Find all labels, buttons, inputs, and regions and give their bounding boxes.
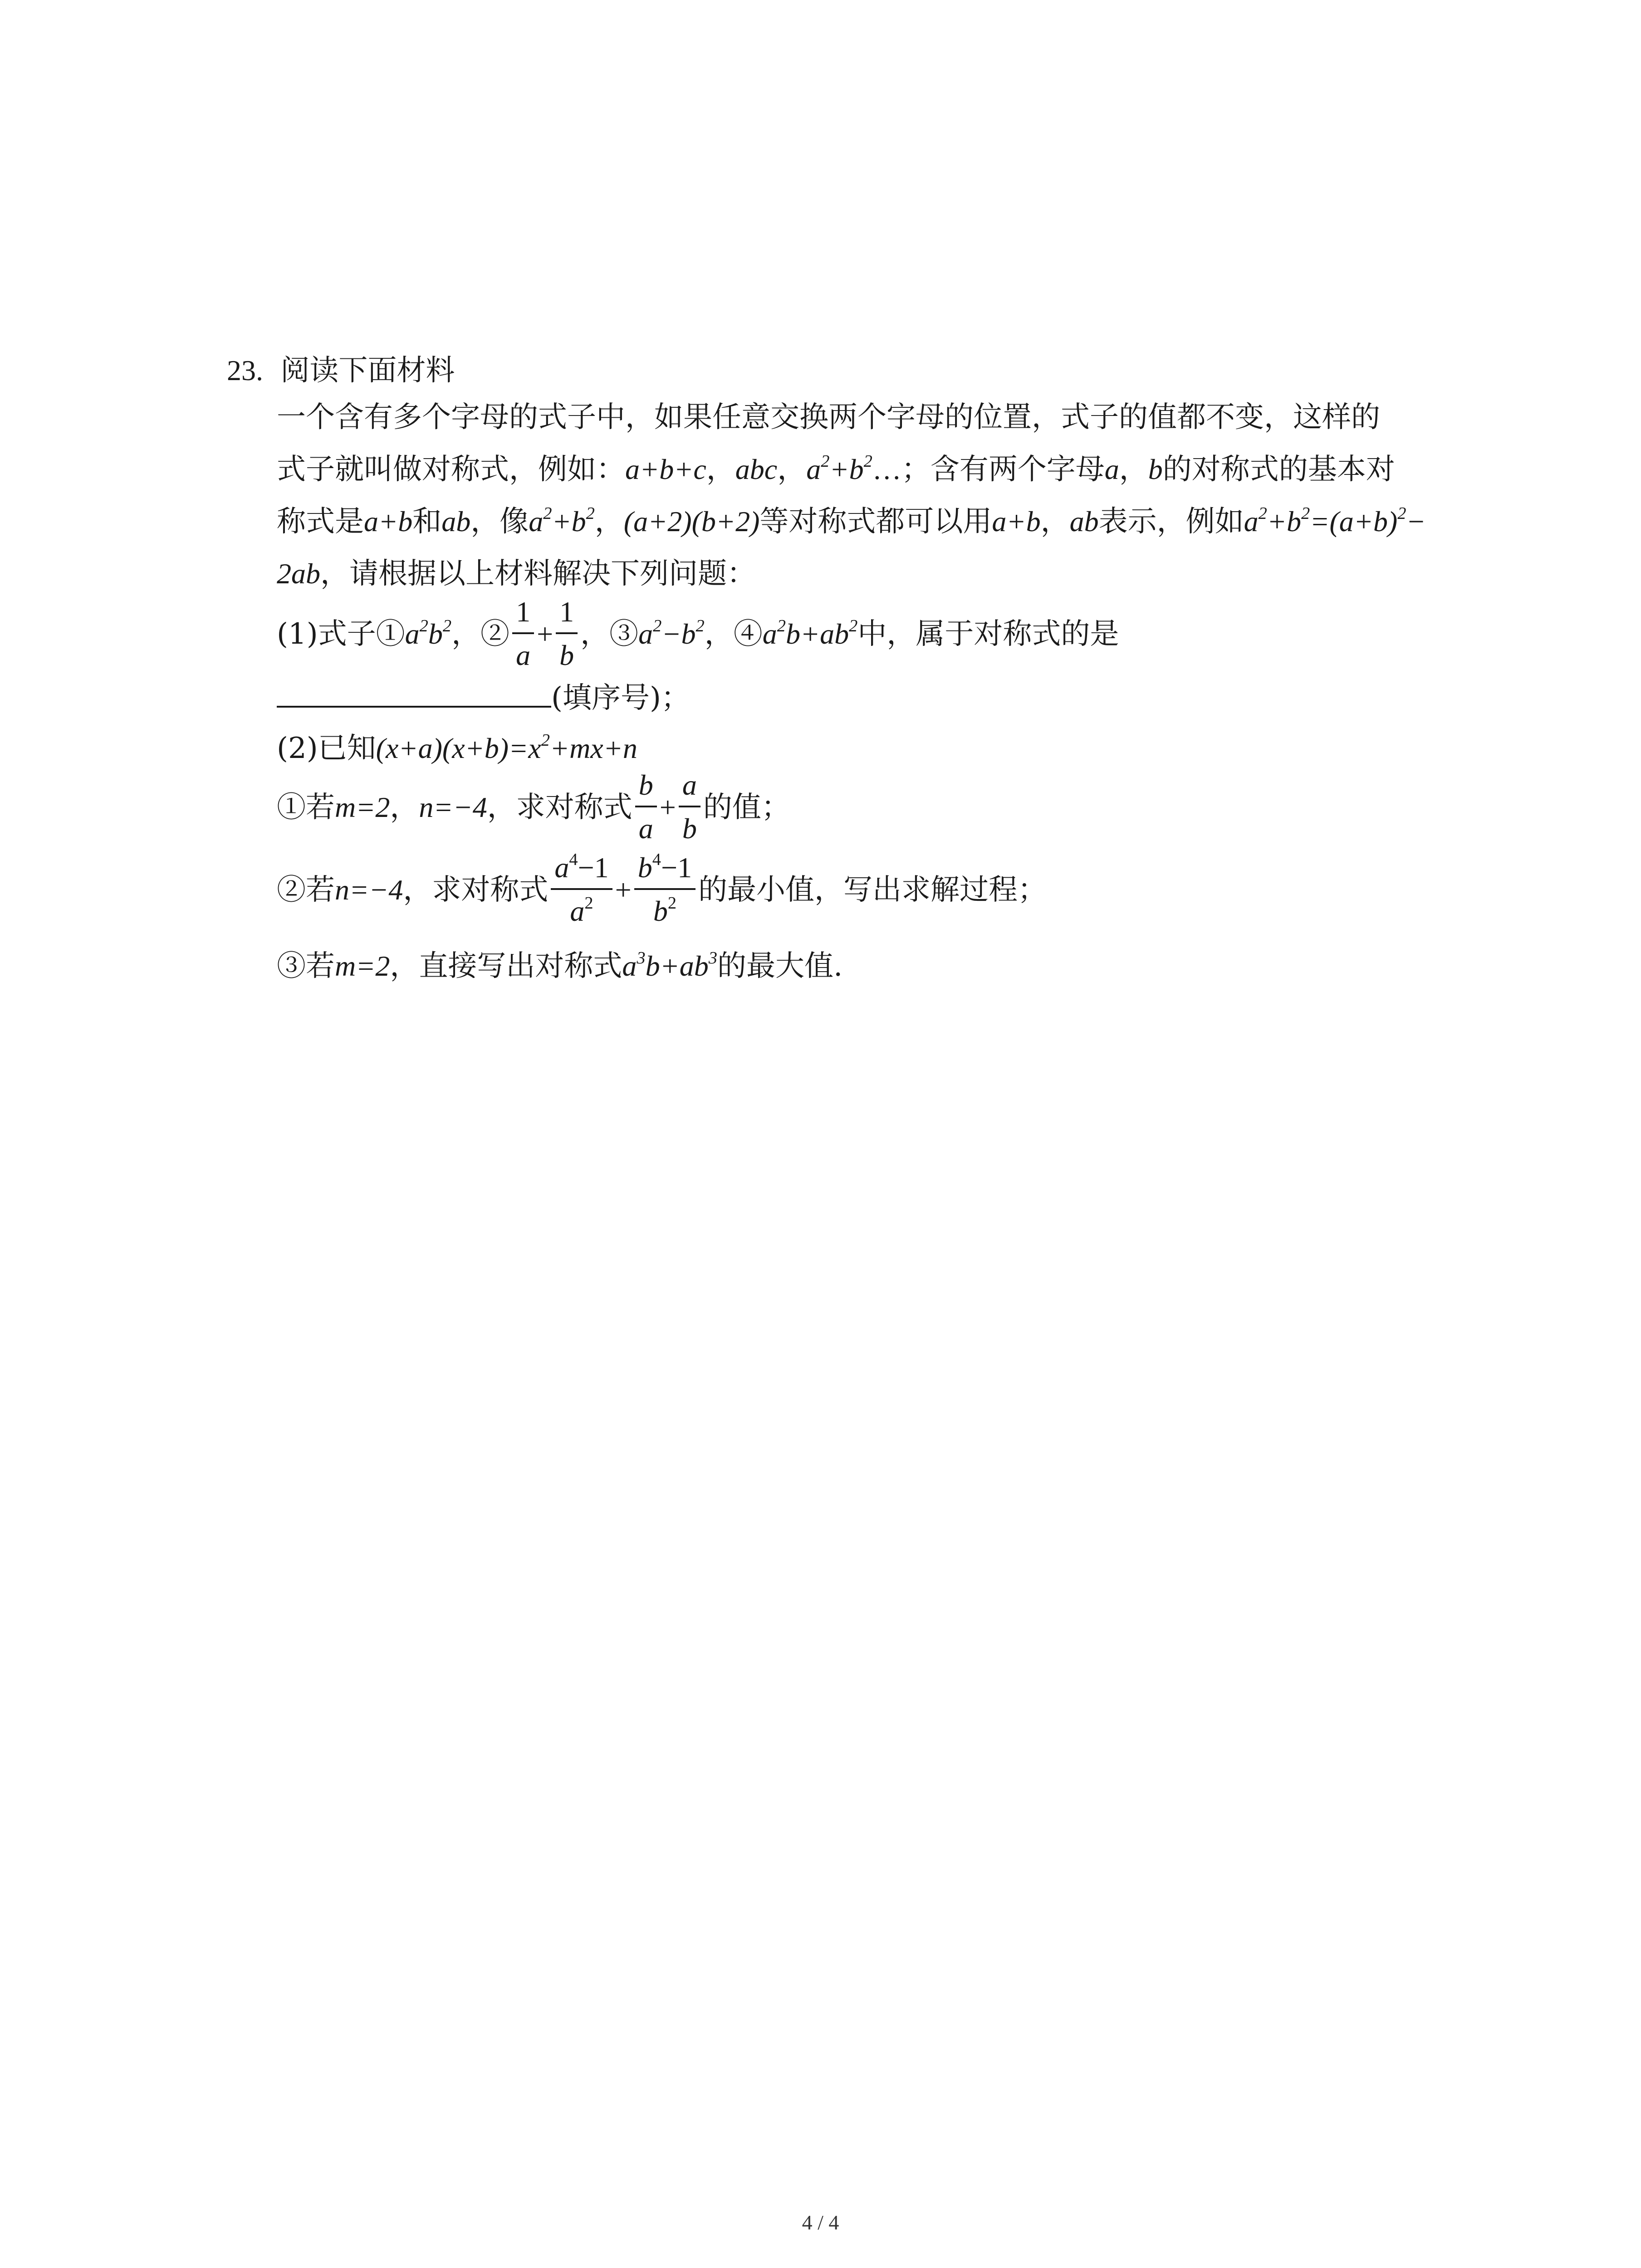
part2-label: (2)已知 — [277, 732, 376, 765]
math-expr: abc — [735, 453, 778, 485]
math-expr: m=2 — [335, 791, 390, 824]
q1-text-c: ，求对称式 — [487, 791, 632, 825]
math-expr: (a+2)(b+2) — [623, 505, 760, 538]
material-line-2: 式子就叫做对称式，例如：a+b+c，abc，$a^2+b^2\dots$；含有两个字母a，b的对称式的基本对 — [277, 452, 1395, 486]
math-expr: $a^2b+ab^2$ — [762, 616, 858, 650]
math-ellipsis: … — [872, 453, 901, 485]
math-expr: n=−4 — [335, 874, 403, 906]
math-expr: 2ab — [277, 557, 320, 590]
math-expr: ab — [441, 505, 471, 538]
fraction-b4-minus-1-over-b2: $\frac{b^4-1}{b^2}$ — [634, 851, 696, 928]
math-expr: $a^2+b^2$ — [529, 504, 595, 538]
part2-q3-line — [277, 948, 843, 983]
math-expr: a+b — [364, 505, 413, 538]
q2-text-b: ，求对称式 — [403, 873, 549, 907]
part2-q1-line: ①若m=2，n=−4，求对称式 $\frac{b}{a}$ + $\frac{a}{b}$ 的值； — [277, 769, 790, 845]
material-line-3: 称式是a+b和ab，像$a^2+b^2$，(a+2)(b+2)等对称式都可以用a+b，ab表示，例如$a^2+b^2=(a+b)^2-$ — [277, 504, 1426, 538]
fraction-1-over-a: $\frac{1}{a}$ — [512, 595, 534, 672]
math-expr: $a^2+b^2=(a+b)^2-$ — [1244, 504, 1426, 538]
math-var: b — [1148, 453, 1163, 485]
choice-1-marker: ① — [376, 617, 405, 651]
math-var: a — [1104, 453, 1119, 485]
q3-text-c: 的最大值. — [717, 949, 843, 983]
fill-hint: (填序号)； — [551, 681, 690, 715]
material-text-2a: 式子就叫做对称式，例如： — [277, 453, 625, 486]
fraction-a4-minus-1-over-a2: $\frac{a^4-1}{a^2}$ — [551, 851, 612, 928]
part1-answer-line — [277, 679, 690, 713]
math-expr: $a^2b^2$ — [405, 616, 452, 650]
math-expr: n=−4 — [419, 791, 487, 824]
material-line-1 — [277, 403, 1380, 432]
question-number: 23. — [227, 354, 263, 386]
part2-line — [277, 731, 637, 765]
q3-text-a: ③若 — [277, 949, 335, 983]
page-number: 4 / 4 — [802, 2211, 839, 2234]
material-text-4: ，请根据以上材料解决下列问题： — [320, 557, 756, 591]
part1-tail: 中，属于对称式的是 — [857, 617, 1119, 651]
q2-text-c: 的最小值，写出求解过程； — [698, 873, 1047, 907]
fraction-a-over-b: $\frac{a}{b}$ — [679, 768, 700, 845]
choice-4-marker: ，④ — [704, 617, 763, 651]
question-title-line — [227, 356, 455, 385]
math-expr: m=2 — [335, 950, 390, 982]
part1-label: (1)式子 — [277, 617, 376, 651]
math-expr: ab — [1069, 505, 1099, 538]
choice-3-marker: ，③ — [580, 617, 639, 651]
q1-text-b: ， — [390, 791, 419, 825]
material-text-3c: ，像 — [470, 505, 529, 538]
material-text-3b: 和 — [412, 505, 442, 538]
part1-line: (1)式子$①a^2b^2$，② $\frac{1}{a}$ + $\frac{1}{b}$ ，$③a^2-b^2$，$④a^2b+ab^2$中，属于对称式的是 — [277, 596, 1119, 671]
part2-q2-line: ②若n=−4，求对称式 $\frac{a^4-1}{a^2}$ + $\frac{b^4-1}{b^2}$ 的最小值，写出求解过程； — [277, 850, 1047, 927]
material-text-3a: 称式是 — [277, 505, 364, 538]
material-text-3d: 等对称式都可以用 — [759, 505, 992, 538]
question-title: 阅读下面材料 — [280, 354, 455, 387]
q1-text-a: ①若 — [277, 791, 335, 825]
math-expr: $a^3b+ab^3$ — [622, 948, 717, 982]
math-expr: a+b — [992, 505, 1041, 538]
math-expr: a+b+c — [625, 453, 706, 485]
fraction-1-over-b: $\frac{1}{b}$ — [556, 595, 578, 672]
material-text-2c: 的对称式的基本对 — [1162, 453, 1395, 486]
material-line-4 — [277, 557, 756, 591]
q2-text-a: ②若 — [277, 873, 335, 907]
answer-blank[interactable] — [277, 679, 551, 708]
fraction-b-over-a: $\frac{b}{a}$ — [635, 768, 657, 845]
math-expr: $a^2-b^2$ — [638, 616, 705, 650]
material-text-1: 一个含有多个字母的式子中，如果任意交换两个字母的位置，式子的值都不变，这样的 — [277, 401, 1380, 434]
q3-text-b: ，直接写出对称式 — [390, 949, 622, 983]
q1-text-d: 的值； — [703, 791, 790, 825]
choice-2-marker: ，② — [451, 617, 510, 651]
math-expr: $(x+a)(x+b)=x^2+mx+n$ — [376, 731, 637, 764]
material-text-2b: ；含有两个字母 — [901, 453, 1105, 486]
material-text-3e: 表示，例如 — [1098, 505, 1244, 538]
math-expr: $a^2+b^2$ — [806, 452, 872, 485]
